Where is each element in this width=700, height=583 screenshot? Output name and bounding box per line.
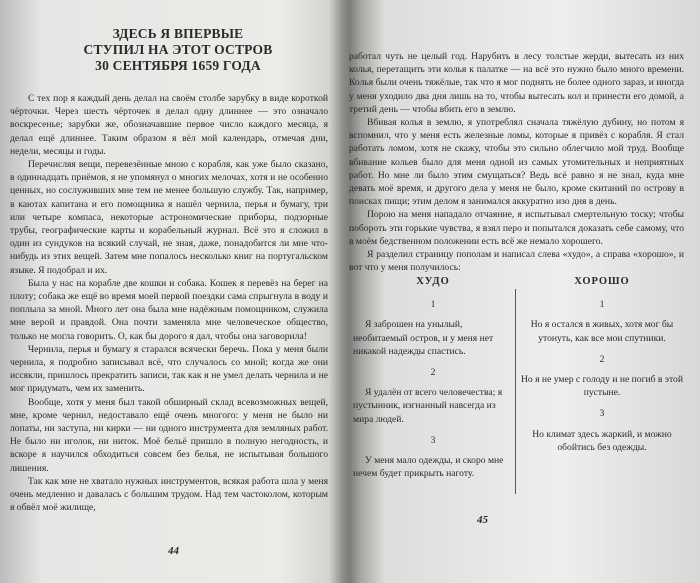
good-column: [521, 275, 683, 454]
item-number: 2: [599, 353, 605, 365]
bad-good-table: [353, 275, 683, 515]
paragraph: С тех пор я каждый день делал на своём столбе зарубку в виде короткой чёрточки. Через шесть чёрточек я делал одну длиннее — это означало воскресенье; зарубки же, обозначавшие первое число каждого месяца, я делал ещё длиннее. Таким образом я вёл мой календарь, отмечая дни, недели, месяцы и годы.: [10, 93, 328, 157]
chapter-title: [58, 26, 298, 74]
good-item: Но климат здесь жаркий, и можно обойтись без одежды.: [532, 428, 672, 453]
bad-item: Я удалён от всего человечества; я пустынник, изгнанный навсегда из мира людей.: [353, 387, 503, 425]
paragraph: Чернила, перья и бумагу я старался всячески беречь. Пока у меня были чернила, я подробно записывал всё, что случалось со мной; когда же они иссякли, пришлось прекратить записи, так как я не умел делать чернила и не мог придумать, чем их заменить.: [10, 343, 328, 395]
good-heading: ХОРОШО: [574, 276, 630, 287]
right-page: [345, 0, 695, 583]
item-number: 1: [430, 299, 436, 311]
paragraph: Вбивая колья в землю, я употреблял сначала тяжёлую дубину, но потом я вспомнил, что у меня есть железные ломы, которые я привёз с корабля. Я стал работать ломом, хотя не скажу, чтобы это сильно облегчило мой труд. Вообще вбивание кольев было для меня одной из самых утомительных и неприятных работ. Но мне ли было этим смущаться? Ведь всё равно я не знал, куда мне девать моё время, и другого дела у меня не было, кроме скитаний по острову в поисках пищи; этим делом я занимался аккуратно изо дня в день.: [349, 117, 684, 208]
item-number: 3: [430, 434, 436, 446]
item-number: 3: [599, 408, 605, 420]
title-line: ЗДЕСЬ Я ВПЕРВЫЕ: [112, 26, 244, 41]
paragraph: Так как мне не хватало нужных инструментов, всякая работа шла у меня очень медленно и давалась с большим трудом. Над тем частоколом, которым я обвёл моё жилище,: [10, 475, 328, 514]
paragraph: Я разделил страницу пополам и написал слева «худо», а справа «хорошо», и вот что у меня получилось:: [349, 249, 684, 274]
good-item: Но я не умер с голоду и не погиб в этой пустыне.: [521, 374, 683, 399]
title-line: СТУПИЛ НА ЭТОТ ОСТРОВ: [83, 42, 273, 57]
paragraph: Перечисляя вещи, перевезённые мною с корабля, как уже было сказано, в одиннадцать приёмов, я не упомянул о многих мелочах, хотя и не особенно ценных, но сослуживших мне тем не менее большую службу. Так, например, в каютах капитана и его помощника я нашёл чернила, перья и бумагу, три или четыре компаса, некоторые астрономические приборы, подзорные трубы, географические карты и корабельный журнал. Всё это я сложил в один из сундуков на всякий случай, не зная, даже, понадобится ли мне что-нибудь из этих вещей. Затем мне попалось несколько книг на португальском языке. Я подобрал и их.: [10, 159, 328, 276]
bad-item: У меня мало одежды, и скоро мне нечем будет прикрыть наготу.: [353, 455, 504, 480]
bad-heading: ХУДО: [416, 276, 450, 287]
good-item: Но я остался в живых, хотя мог бы утонуть, как все мои спутники.: [530, 319, 674, 344]
title-line: 30 СЕНТЯБРЯ 1659 ГОДА: [95, 58, 261, 73]
right-body-text: [349, 50, 684, 274]
paragraph: работал чуть не целый год. Нарубить в лесу толстые жерди, вытесать из них колья, перетащить эти колья к палатке — на всё это нужно было много времени. Колья были очень тяжёлые, так что я мог поднять не более одного зараз, и иногда у меня уходило два дня лишь на то, чтобы вытесать кол и принести его домой, а третий день — чтобы вбить его в землю.: [349, 51, 684, 115]
paragraph: Вообще, хотя у меня был такой обширный склад всевозможных вещей, мне, кроме чернил, недоставало ещё очень многого: у меня не было ни лопаты, ни заступа, ни кирки — ни одного инструмента для земляных работ. Не было ни иголок, ни ниток. Моё бельё пришло в полную негодность, и вскоре я научился обходиться совсем без белья, не испытывая большого лишения.: [10, 396, 328, 474]
page-number-left: 44: [168, 545, 179, 557]
item-number: 2: [430, 367, 436, 379]
page-number-right: 45: [477, 514, 488, 526]
bad-column: [353, 275, 513, 480]
column-divider: [515, 289, 516, 494]
paragraph: Порою на меня нападало отчаяние, я испытывал смертельную тоску; чтобы побороть эти горькие чувства, я взял перо и попытался доказать себе самому, что в моём бедственном положении есть всё же немало хорошего.: [349, 209, 684, 247]
paragraph: Была у нас на корабле две кошки и собака. Кошек я перевёз на берег на плоту; собака же ещё во время моей первой поездки сама спрыгнула в воду и поплыла за мной. Много лет она была мне надёжным помощником, служила мне верой и правдой. Она почти заменяла мне человеческое общество, только не могла говорить. О, как бы дорого я дал, чтобы она заговорила!: [10, 277, 328, 342]
item-number: 1: [599, 299, 605, 311]
left-page: [0, 0, 330, 583]
left-body-text: [10, 92, 328, 515]
bad-item: Я заброшен на унылый, необитаемый остров, и у меня нет никакой надежды спастись.: [353, 319, 494, 357]
